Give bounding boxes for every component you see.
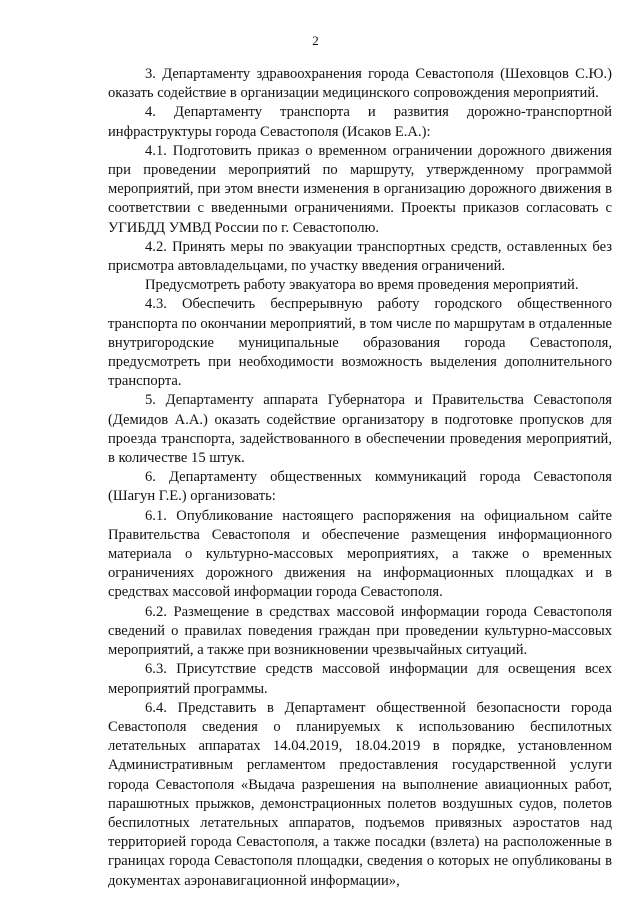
paragraph-item-4-1: 4.1. Подготовить приказ о временном ограничении дорожного движения при проведении мероприятий по маршруту, утвержденному программой мероприятий, при этом внести изменения в организацию дорожного движения в соответствии с введенными ограничениями. Проекты приказов согласовать с УГИБДД УМВД России по г. Севастополю. <box>108 142 612 236</box>
paragraph-item-4-3: 4.3. Обеспечить беспрерывную работу городского общественного транспорта по окончании мероприятий, в том числе по маршрутам в отдаленные внутригородские муниципальные образования города Севастополя, предусмотреть при необходимости возможность выделения дополнительного транспорта. <box>108 296 612 390</box>
page-number: 2 <box>312 33 319 48</box>
paragraph-item-6-3: 6.3. Присутствие средств массовой информации для освещения всех мероприятий программы. <box>108 661 612 697</box>
paragraph-item-6: 6. Департаменту общественных коммуникаций города Севастополя (Шагун Г.Е.) организовать: <box>108 469 612 505</box>
paragraph-item-6-4: 6.4. Представить в Департамент общественной безопасности города Севастополя сведения о планируемых к использованию беспилотных летательных аппаратах 14.04.2019, 18.04.2019 в порядке, установленном Административным регламентом предоставления государственной услуги города Севастополя «Выдача разрешения на выполнение авиационных работ, парашютных прыжков, демонстрационных полетов воздушных судов, полетов беспилотных летательных аппаратов, подъемов привязных аэростатов над территорией города Севастополя, а также посадки (взлета) на расположенные в границах города Севастополя площадки, сведения о которых не опубликованы в документах аэронавигационной информации», <box>108 699 612 889</box>
paragraph-tow-truck: Предусмотреть работу эвакуатора во время проведения мероприятий. <box>145 277 579 294</box>
paragraph-item-4-2: 4.2. Принять меры по эвакуации транспортных средств, оставленных без присмотра автовладельцами, по участку введения ограничений. <box>108 238 612 275</box>
paragraph-item-6-1: 6.1. Опубликование настоящего распоряжения на официальном сайте Правительства Севастополя и обеспечение размещения информационного материала о культурно-массовых мероприятиях, а также о временных ограничениях дорожного движения на информационных площадках и в средствах массовой информации города Севастополя. <box>108 507 612 601</box>
document-body <box>108 65 612 891</box>
paragraph-item-4: 4. Департаменту транспорта и развития дорожно-транспортной инфраструктуры города Севастополя (Исаков Е.А.): <box>108 104 612 140</box>
paragraph-item-5: 5. Департаменту аппарата Губернатора и Правительства Севастополя (Демидов А.А.) оказать содействие организатору в подготовке пропусков для проезда транспорта, задействованного в обеспечении проведения мероприятий, в количестве 15 штук. <box>108 392 612 467</box>
paragraph-item-3: 3. Департаменту здравоохранения города Севастополя (Шеховцов С.Ю.) оказать содействие в организации медицинского сопровождения мероприятий. <box>108 66 612 102</box>
paragraph-item-6-2: 6.2. Размещение в средствах массовой информации города Севастополя сведений о правилах поведения граждан при проведении культурно-массовых мероприятий, а также при возникновении чрезвычайных ситуаций. <box>108 603 612 659</box>
